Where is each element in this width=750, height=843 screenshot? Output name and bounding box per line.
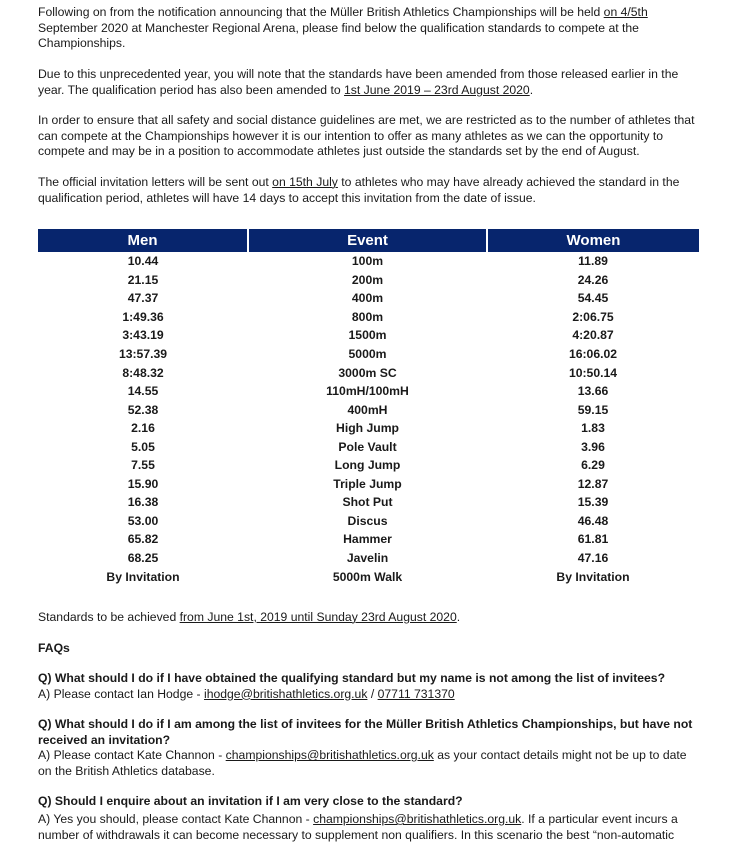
men-standard: 68.25 <box>127 551 159 566</box>
event-name: 3000m SC <box>338 365 397 380</box>
men-standard: 65.82 <box>127 532 159 547</box>
separator: / <box>367 686 378 701</box>
event-name: Javelin <box>346 551 389 566</box>
standards-text: . <box>456 610 461 624</box>
faq-answer: A) Please contact Kate Channon - <box>38 748 226 763</box>
men-standard: 16.38 <box>127 495 159 510</box>
table-row <box>38 308 699 327</box>
intro-paragraph-2 <box>38 67 703 98</box>
men-standard: 15.90 <box>127 476 159 491</box>
email-link[interactable]: ihodge@britishathletics.org.uk <box>203 686 368 701</box>
qualification-period: 1st June 2019 – 23rd August 2020 <box>344 82 530 97</box>
men-standard: 2.16 <box>131 421 155 436</box>
table-row <box>38 530 699 549</box>
table-row <box>38 493 699 512</box>
faq-2 <box>38 717 703 779</box>
table-row <box>38 289 699 308</box>
men-standard: 47.37 <box>127 291 159 306</box>
men-standard: 7.55 <box>131 458 155 473</box>
women-standard: 10:50.14 <box>568 365 618 380</box>
table-row <box>38 326 699 345</box>
table-row <box>38 475 699 494</box>
women-standard: 3.96 <box>581 439 605 454</box>
table-header-row <box>38 229 699 252</box>
men-standard: By Invitation <box>106 569 180 584</box>
event-name: Shot Put <box>342 495 393 510</box>
event-name: 800m <box>351 309 384 324</box>
phone-link[interactable]: 07711 731370 <box>377 686 455 701</box>
email-link[interactable]: championships@britishathletics.org.uk <box>313 812 522 826</box>
event-name: 5000m <box>348 347 387 361</box>
championship-date: on 4/5th <box>603 5 648 19</box>
men-standard: 21.15 <box>127 272 159 287</box>
women-standard: 13.66 <box>577 384 609 399</box>
faq-question: Q) What should I do if I have obtained the qualifying standard but my name is not among the list of invitees? <box>38 671 666 685</box>
faq-question: Q) What should I do if I am among the list of invitees for the Müller British Athletics Championships, but have not received an invitation? <box>38 717 693 747</box>
faqs-heading: FAQs <box>38 641 70 655</box>
men-standard: 3:43.19 <box>122 328 164 343</box>
men-standard: 52.38 <box>127 402 159 417</box>
faq-answer: . If a particular event incurs a number of withdrawals it can become necessary to supplement non qualifiers. In this scenario the best “non-automatic <box>38 812 678 842</box>
women-standard: 6.29 <box>581 458 605 473</box>
event-name: 110mH/100mH <box>326 384 409 399</box>
qualification-standards-table <box>38 229 699 586</box>
event-name: Hammer <box>343 532 392 547</box>
standards-period: from June 1st, 2019 until Sunday 23rd August 2020 <box>179 610 457 624</box>
standards-text: Standards to be achieved <box>38 610 180 624</box>
intro-text: September 2020 at Manchester Regional Arena, please find below the qualification standards to compete at the Championships. <box>38 20 639 51</box>
men-standard: 1:49.36 <box>122 309 164 324</box>
men-standard: 8:48.32 <box>122 365 164 380</box>
intro-paragraph-3: In order to ensure that all safety and social distance guidelines are met, we are restricted as to the number of athletes that can compete at the Championships however it is our intention to offer as many athletes as we can the opportunity to compete and may be in a position to accommodate athletes just outside the standards set by the end of August. <box>38 113 695 159</box>
women-standard: 54.45 <box>577 291 609 306</box>
intro-text: Following on from the notification announcing that the Müller British Athletics Championships will be held <box>38 5 604 19</box>
table-row <box>38 382 699 401</box>
header-women: Women <box>487 229 699 252</box>
faq-1 <box>38 671 703 702</box>
faq-3-answer <box>38 812 703 843</box>
women-standard: 2:06.75 <box>572 309 614 324</box>
table-row <box>38 400 699 419</box>
women-standard: 24.26 <box>577 272 609 287</box>
standards-note <box>38 610 703 626</box>
women-standard: 59.15 <box>577 402 609 417</box>
email-link[interactable]: championships@britishathletics.org.uk <box>225 748 434 763</box>
men-standard: 10.44 <box>127 254 159 269</box>
event-name: 400m <box>351 291 384 306</box>
table-row <box>38 567 699 586</box>
men-standard: 5.05 <box>131 439 155 454</box>
women-standard: 61.81 <box>577 532 609 547</box>
table-row <box>38 271 699 290</box>
event-name: 5000m Walk <box>332 569 403 584</box>
intro-text: . <box>529 82 534 97</box>
faq-answer: A) Please contact Ian Hodge - <box>38 686 204 701</box>
women-standard: 16:06.02 <box>568 347 618 361</box>
event-name: 400mH <box>347 402 388 417</box>
men-standard: 14.55 <box>127 384 159 399</box>
table-row <box>38 456 699 475</box>
intro-paragraph-4 <box>38 175 703 206</box>
header-event: Event <box>248 229 487 252</box>
women-standard: 11.89 <box>578 254 608 269</box>
table-row <box>38 512 699 531</box>
faq-answer: as your contact details might not be up to date on the British Athletics database. <box>38 748 687 778</box>
event-name: Pole Vault <box>338 439 397 454</box>
table-row <box>38 363 699 382</box>
women-standard: 12.87 <box>577 476 609 491</box>
event-name: 200m <box>351 272 384 287</box>
women-standard: 4:20.87 <box>572 328 614 343</box>
women-standard: 15.39 <box>577 495 609 510</box>
men-standard: 53.00 <box>127 513 159 528</box>
table-row <box>38 419 699 438</box>
intro-paragraph-1 <box>38 5 703 52</box>
invitation-date: on 15th July <box>272 175 338 189</box>
table-row <box>38 437 699 456</box>
event-name: 100m <box>351 254 384 269</box>
table-row <box>38 252 699 271</box>
faq-question: Q) Should I enquire about an invitation if I am very close to the standard? <box>38 794 463 808</box>
table-row <box>38 549 699 568</box>
faq-3-answer-clip <box>38 812 703 842</box>
faq-answer: A) Yes you should, please contact Kate Channon - <box>38 812 314 826</box>
intro-text: to athletes who may have already achieved the standard in the qualification period, athletes will have 14 days to accept this invitation from the date of issue. <box>38 175 680 205</box>
event-name: Triple Jump <box>333 476 402 491</box>
men-standard: 13:57.39 <box>118 347 168 361</box>
intro-text: Due to this unprecedented year, you will note that the standards have been amended from those released earlier in the year. The qualification period has also been amended to <box>38 67 679 97</box>
header-men: Men <box>38 229 248 252</box>
women-standard: 46.48 <box>577 513 609 528</box>
women-standard: 47.16 <box>577 551 609 566</box>
event-name: Long Jump <box>334 458 401 473</box>
event-name: High Jump <box>336 421 399 436</box>
intro-text: The official invitation letters will be sent out <box>38 175 273 189</box>
event-name: 1500m <box>348 328 387 343</box>
table-row <box>38 345 699 364</box>
event-name: Discus <box>347 513 388 528</box>
women-standard: 1.83 <box>581 421 605 436</box>
women-standard: By Invitation <box>556 569 630 584</box>
faq-3 <box>38 794 703 810</box>
